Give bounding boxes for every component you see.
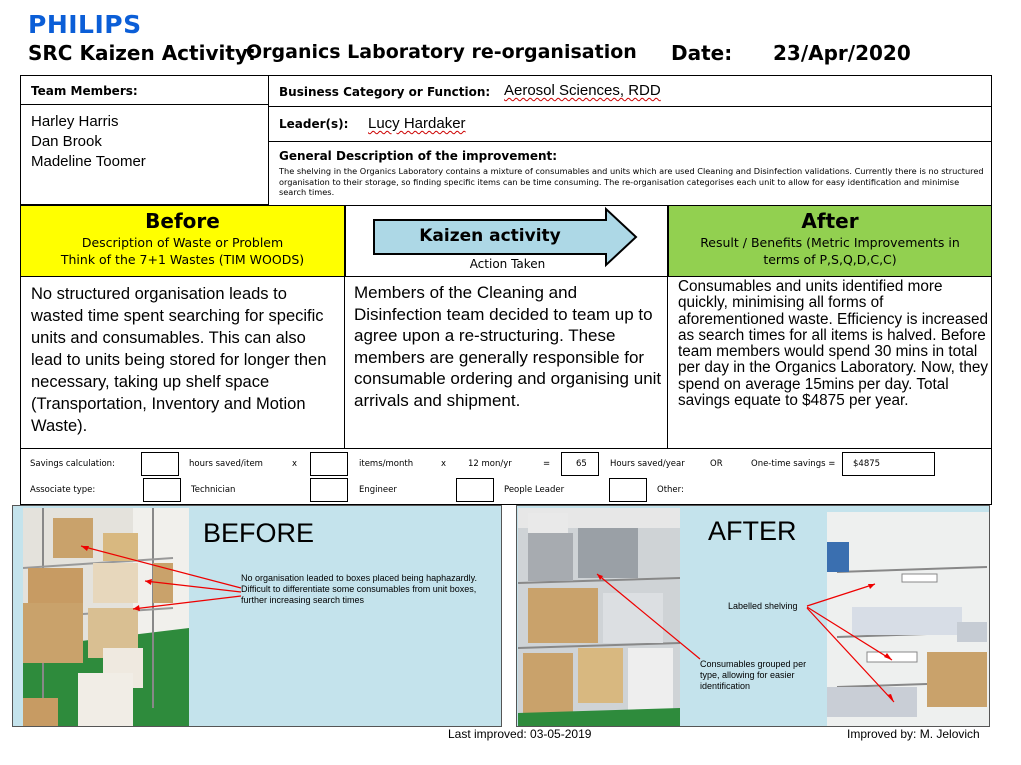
after-note-shelving: Labelled shelving [728,601,798,611]
engineer-label: Engineer [359,485,397,495]
team-label: Team Members: [31,84,138,98]
date-label: Date: [671,41,733,65]
items-month-label: items/month [359,459,414,469]
after-panel-title: AFTER [708,516,797,546]
date-value: 23/Apr/2020 [773,41,911,65]
after-sub1: Result / Benefits (Metric Improvements in [700,235,960,250]
after-body: Consumables and units identified more quickly, minimising all forms of aforementioned waste. Efficiency is increased as search times for all items is halved. Before team members would spend 30 mins in total per day in the Organics Laboratory. Now, they spend on average 15mins per day. Total savings equate to $4875 per year. [678,278,989,410]
leader-label: Leader(s): [279,117,349,131]
after-sub2: terms of P,S,Q,D,C,C) [763,252,897,267]
business-row [268,75,992,107]
description-cell [268,141,992,205]
team-member: Dan Brook [31,133,102,150]
hours-year-field[interactable] [561,452,599,476]
before-annotation-arrows [13,506,503,728]
kaizen-title: Kaizen activity [419,226,561,246]
other-checkbox[interactable] [609,478,647,502]
after-panel [516,505,990,727]
items-month-field[interactable] [310,452,348,476]
times-sign: x [441,459,447,469]
people-leader-checkbox[interactable] [456,478,494,502]
before-body-cell [20,277,345,449]
kaizen-body-cell [345,277,668,449]
description-text: The shelving in the Organics Laboratory contains a mixture of consumables and units which are used Cleaning and Disinfection validations. Currently there is no structured organisation to their storage, so finding specific items can be time consuming. The re-organisation categorises each unit to allow for easy identification and minimise search times. [279,166,984,197]
page-title [246,41,637,63]
before-panel [12,505,502,727]
hours-item-field[interactable] [141,452,179,476]
business-value [504,82,661,99]
after-header [668,205,992,277]
after-title: After [801,209,859,233]
kaizen-header [345,205,668,277]
months-label: 12 mon/yr [468,459,512,469]
engineer-checkbox[interactable] [310,478,348,502]
before-sub1: Description of Waste or Problem [81,235,284,250]
team-label-cell [20,75,269,105]
other-label: Other: [657,485,684,495]
people-leader-label: People Leader [504,485,565,495]
description-label: General Description of the improvement: [279,149,558,163]
kaizen-body: Members of the Cleaning and Disinfection team decided to team up to agree upon a re-structuring. These members are generally responsible for consumable ordering and organising unit arrivals and shipment. [354,283,662,410]
team-members-list [20,104,269,205]
leader-row [268,106,992,142]
hours-year-label: Hours saved/year [610,459,685,469]
team-member: Harley Harris [31,113,119,130]
before-sub2: Think of the 7+1 Wastes (TIM WOODS) [60,252,305,267]
associate-label: Associate type: [30,485,96,495]
savings-row [20,452,992,476]
last-improved: Last improved: 03-05-2019 [448,727,592,741]
hours-year-value: 65 [576,459,587,469]
business-label: Business Category or Function: [279,85,491,99]
leader-value [368,115,466,132]
technician-checkbox[interactable] [143,478,181,502]
or-label: OR [710,459,723,469]
team-member: Madeline Toomer [31,153,146,170]
one-time-value: $4875 [853,459,881,469]
business-value-text: Aerosol Sciences, RDD [504,82,661,99]
improved-by: Improved by: M. Jelovich [847,727,980,741]
after-note-consumables: Consumables grouped per type, allowing for easier identification [700,659,807,691]
leader-value-text: Lucy Hardaker [368,115,466,132]
hours-item-label: hours saved/item [189,459,263,469]
before-header [20,205,345,277]
savings-label: Savings calculation: [30,459,115,469]
equals-sign: = [543,459,551,469]
times-sign: x [292,459,298,469]
before-panel-note: No organisation leaded to boxes placed being haphazardly. Difficult to differentiate some consumables from unit boxes, further increasing search times [241,573,477,605]
before-title: Before [145,209,220,233]
technician-label: Technician [191,485,236,495]
after-body-cell [668,277,992,449]
philips-logo: PHILIPS [28,10,142,39]
after-annotation-arrows [517,506,991,728]
one-time-label: One-time savings = [751,459,836,469]
page-title-label: SRC Kaizen Activity: [28,41,256,65]
before-body: No structured organisation leads to wasted time spent searching for specific units and consumables. This can also lead to units being stored for longer then necessary, taking up shelf space (Transportation, Inventory and Motion Waste). [31,285,327,435]
kaizen-sub: Action Taken [469,257,546,271]
before-panel-title: BEFORE [203,518,315,548]
associate-row [20,478,992,502]
one-time-field[interactable] [842,452,935,476]
title-value: Organics Laboratory re-organisation [246,41,637,63]
